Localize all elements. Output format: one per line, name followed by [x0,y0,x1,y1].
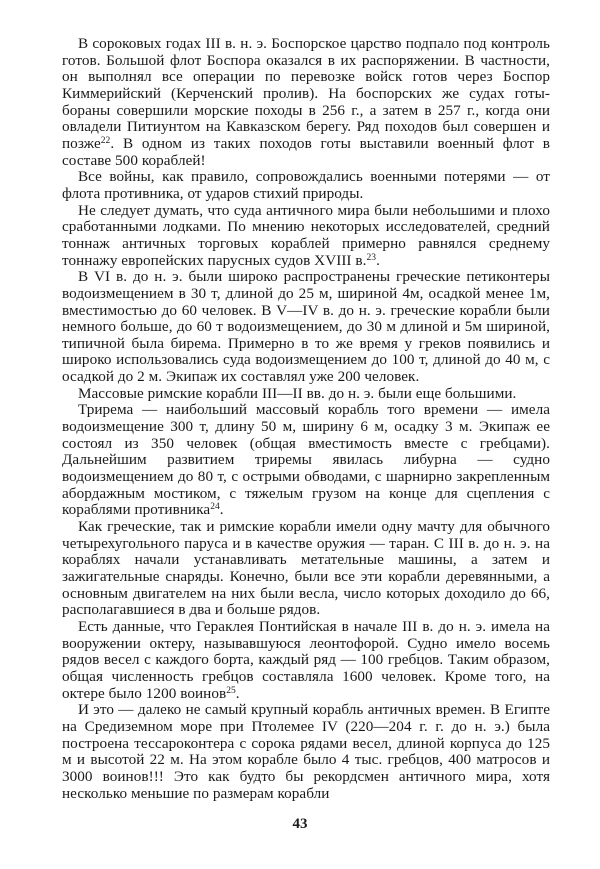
paragraph [62,402,550,519]
paragraph-text: Все войны, как правило, сопровождались военными потерями — от флота противника, от ударов стихий природы. [62,168,550,202]
paragraph [62,619,550,702]
paragraph [62,169,550,202]
page-text [62,36,550,802]
footnote-ref: 25 [226,685,236,696]
paragraph-text: Трирема — наибольший массовый корабль того времени — имела водоизмещение 300 т, длину 50 м, ширину 6 м, осадку 3 м. Экипаж ее состоял из 350 человек (общая вместимость вместе с гребцами). Дальнейшим развитием триремы явилась либурна — судно водоизмещением до 80 т, с острыми обводами, с шарнирно закрепленным абордажным мостиком, с тяжелым грузом на конце для сцепления с кораблями противника [62,401,550,519]
paragraph-tail: . [235,684,240,702]
footnote-ref: 23 [366,252,377,263]
paragraph-tail: . [376,251,380,269]
paragraph [62,203,550,270]
paragraph [62,36,550,169]
paragraph-text: Не следует думать, что суда античного мира были небольшими и плохо сработанными лодками. По мнению некоторых исследователей, средний тоннаж античных торговых кораблей примерно равнялся среднему тоннажу европейских парусных судов XVIII в. [62,201,550,269]
paragraph-text: Есть данные, что Гераклея Понтийская в начале III в. до н. э. имела на вооружении октеру, называвшуюся леонтофорой. Судно имело восемь рядов весел с каждого борта, каждый ряд — 100 гребцов. Таким образом, общая численность гребцов составляла 1600 человек. Кроме того, на октере было 1200 воинов [62,617,550,702]
paragraph [62,702,550,802]
page-number: 43 [292,816,308,832]
paragraph-text: Как греческие, так и римские корабли имели одну мачту для обычного четырехугольного паруса и в качестве оружия — таран. С III в. до н. э. на кораблях начали устанавливать метательные машины, а затем и зажигательные снаряды. Конечно, были все эти корабли деревянными, а основным двигателем на них были весла, число которых доходило до 66, располагавшиеся в два и больше рядов. [62,518,550,619]
footnote-ref: 24 [210,502,220,513]
paragraph [62,386,550,403]
paragraph [62,269,550,386]
paragraph-text: Массовые римские корабли III—II вв. до н. э. были еще большими. [77,384,517,402]
paragraph-text: В VI в. до н. э. были широко распространены греческие петиконтеры водоизмещением в 30 т, длиной до 25 м, шириной 4м, осадкой менее 1м, вместимостью до 60 человек. В V—IV в. до н. э. греческие корабли были немного больше, до 60 т водоизмещением, до 30 м длиной и 5м шириной, типичной была бирема. Примерно в то же время у греков появились и широко использовались суда водоизмещением до 100 т, длиной до 40 м, с осадкой до 2 м. Экипаж их составлял уже 200 человек. [62,268,550,386]
paragraph-text: И это — далеко не самый крупный корабль античных времен. В Египте на Средиземном море при Птолемее IV (220—204 г. г. до н. э.) была построена тессароконтера с сорока рядами весел, длиной корпуса до 125 м и высотой 22 м. На этом корабле было 4 тыс. гребцов, 400 матросов и 3000 воинов!!! Это как будто бы рекордсмен античного мира, хотя несколько меньшие по размерам корабли [62,701,550,802]
footnote-ref: 22 [100,135,111,146]
paragraph-text: В сороковых годах III в. н. э. Боспорское царство подпало под контроль готов. Большой флот Боспора оказался в их распоряжении. В частности, он выполнял все операции по перевозке войск готов через Боспор Киммерийский (Керченский пролив). На боспорских же судах готы-бораны совершили морские походы в 256 г., а затем в 257 г., когда они овладели Питиунтом на Кавказском берегу. Ряд походов был совершен и позже [62,35,550,152]
paragraph-tail: . В одном из таких походов готы выставили военный флот в составе 500 кораблей! [62,134,550,169]
paragraph-tail: . [219,501,224,519]
paragraph [62,519,550,619]
